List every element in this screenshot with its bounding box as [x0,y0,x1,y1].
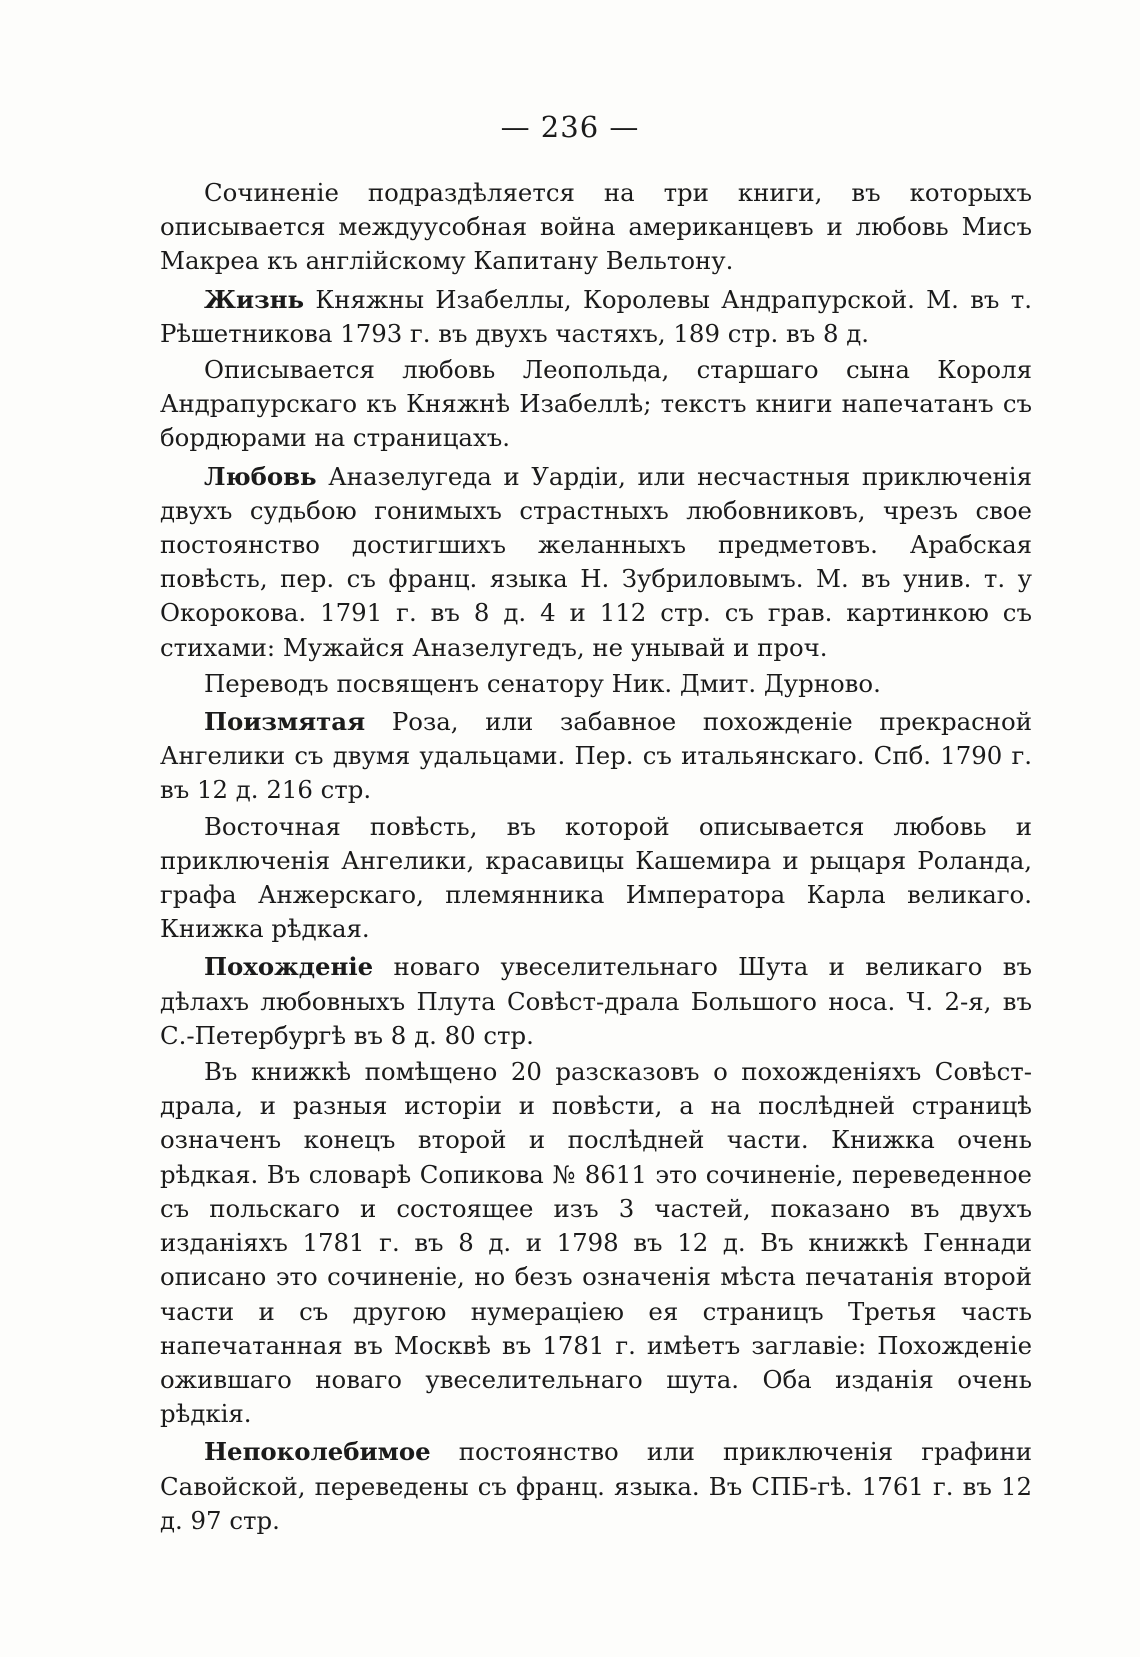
paragraph [160,810,1032,947]
entry-lead: Непоколебимое [204,1437,431,1467]
paragraph-text: Сочиненіе подраздѣляется на три книги, въ которыхъ описывается междуусобная война американцевъ и любовь Мисъ Макреа къ англійскому Капитану Вельтону. [160,178,1032,276]
page-number: — 236 — [500,110,640,144]
bibliography-entry [160,705,1032,808]
paragraph-text: Описывается любовь Леопольда, старшаго сына Короля Андрапурскаго къ Княжнѣ Изабеллѣ; текстъ книги напечатанъ съ бордюрами на страницахъ. [160,355,1032,453]
paragraph-text: Переводъ посвященъ сенатору Ник. Дмит. Дурново. [204,668,881,698]
paragraph [160,353,1032,456]
entry-lead: Похожденіе [204,952,374,982]
entry-lead: Жизнь [204,284,305,314]
paragraph-text: Восточная повѣсть, въ которой описывается любовь и приключенія Ангелики, красавицы Кашемира и рыцаря Роланда, графа Анжерскаго, племянника Императора Карла великаго. Книжка рѣдкая. [160,811,1032,944]
entry-text: постоянство или приключенія графини Савойской, переведены съ франц. языка. Въ СПБ-гѣ. 1761 г. въ 12 д. 97 стр. [160,1437,1032,1535]
entry-text: Аназелугеда и Уардіи, или несчастныя приключенія двухъ судьбою гонимыхъ страстныхъ любовниковъ, чрезъ свое постоянство достигшихъ желанныхъ предметовъ. Арабская повѣсть, пер. съ франц. языка Н. Зубриловымъ. М. въ унив. т. у Окорокова. 1791 г. въ 8 д. 4 и 112 стр. съ грав. картинкою съ стихами: Мужайся Аназелугедъ, не унывай и проч. [160,461,1032,662]
bibliography-entry [160,1435,1032,1538]
text-body [160,176,1032,1540]
entry-text: Роза, или забавное похожденіе прекрасной Ангелики съ двумя удальцами. Пер. съ итальянскаго. Спб. 1790 г. въ 12 д. 216 стр. [160,707,1032,805]
bibliography-entry [160,283,1032,351]
entry-text: Княжны Изабеллы, Королевы Андрапурской. М. въ т. Рѣшетникова 1793 г. въ двухъ частяхъ, 189 стр. въ 8 д. [160,284,1032,348]
paragraph-text: Въ книжкѣ помѣщено 20 разсказовъ о похожденіяхъ Совѣст-драла, и разныя исторіи и повѣсти, а на послѣдней страницѣ означенъ конецъ второй и послѣдней части. Книжка очень рѣдкая. Въ словарѣ Сопикова № 8611 это сочиненіе, переведенное съ польскаго и состоящее изъ 3 частей, показано въ двухъ изданіяхъ 1781 г. въ 8 д. и 1798 въ 12 д. Въ книжкѣ Геннади описано это сочиненіе, но безъ означенія мѣста печатанія второй части и съ другою нумераціею ея страницъ Третья часть напечатанная въ Москвѣ въ 1781 г. имѣетъ заглавіе: Похожденіе ожившаго новаго увеселительнаго шута. Оба изданія очень рѣдкія. [160,1057,1032,1429]
paragraph [160,176,1032,279]
bibliography-entry [160,950,1032,1053]
entry-text: новаго увеселительнаго Шута и великаго въ дѣлахъ любовныхъ Плута Совѣст-драла Большого носа. Ч. 2-я, въ С.-Петербургѣ въ 8 д. 80 стр. [160,952,1032,1050]
paragraph [160,667,1032,701]
paragraph [160,1055,1032,1431]
entry-lead: Поизмятая [204,707,366,737]
entry-lead: Любовь [204,461,317,491]
bibliography-entry [160,460,1032,665]
